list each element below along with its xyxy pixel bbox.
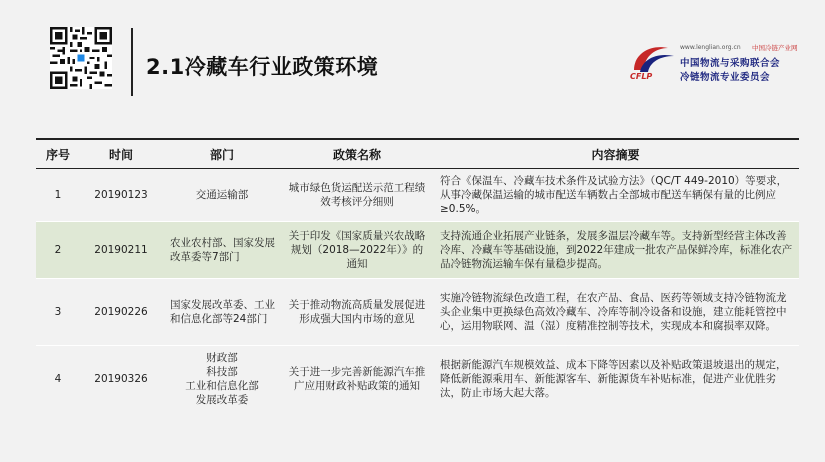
- logo-org-name: 中国物流与采购联合会: [680, 58, 781, 69]
- row-date: 20190211: [80, 222, 162, 279]
- dept-line: 工业和信息化部: [185, 380, 259, 392]
- row-date: 20190326: [80, 346, 162, 413]
- logo-tagline: 中国冷链产业网: [752, 44, 798, 52]
- table-row: [36, 346, 799, 413]
- row-dept: 交通运输部: [162, 169, 282, 222]
- row-policy-name: 城市绿色货运配送示范工程绩效考核评分细则: [282, 169, 432, 222]
- row-no: 1: [36, 169, 80, 222]
- row-no: 2: [36, 222, 80, 279]
- row-summary: 根据新能源汽车规模效益、成本下降等因素以及补贴政策退坡退出的规定，降低新能源乘用车、新能源客车、新能源货车补贴标准，促进产业优胜劣汰，防止市场大起大落。: [432, 346, 799, 413]
- row-policy-name: 关于印发《国家质量兴农战略规划（2018—2022年）》的通知: [282, 222, 432, 279]
- row-policy-name: 关于推动物流高质量发展促进形成强大国内市场的意见: [282, 279, 432, 346]
- table-row: [36, 169, 799, 222]
- dept-line: 发展改革委: [195, 394, 249, 406]
- table-header-row: [36, 139, 799, 169]
- header-divider: [131, 28, 133, 96]
- row-summary: 实施冷链物流绿色改造工程，在农产品、食品、医药等领域支持冷链物流龙头企业集中更换绿色高效冷藏车、冷库等制冷设备和设施，建立能耗管控中心，运用物联网、温（湿）度精准控制等技术，实现成本和腐损率双降。: [432, 279, 799, 346]
- row-dept: 国家发展改革委、工业和信息化部等24部门: [162, 279, 282, 346]
- dept-line: 科技部: [206, 366, 238, 378]
- header-summary: 内容摘要: [432, 139, 799, 169]
- row-summary: 支持流通企业拓展产业链条，发展多温层冷藏车等。支持新型经营主体改善冷库、冷藏车等基础设施，到2022年建成一批农产品保鲜冷库，标准化农产品冷链物流运输车保有量稳步提高。: [432, 222, 799, 279]
- row-date: 20190123: [80, 169, 162, 222]
- row-dept: 农业农村部、国家发展改革委等7部门: [162, 222, 282, 279]
- table-row: [36, 279, 799, 346]
- header-date: 时间: [80, 139, 162, 169]
- header-dept: 部门: [162, 139, 282, 169]
- row-no: 3: [36, 279, 80, 346]
- row-no: 4: [36, 346, 80, 413]
- qr-code-image: [50, 27, 112, 89]
- policy-table: [36, 138, 799, 412]
- page-title: 2.1冷藏车行业政策环境: [146, 55, 379, 79]
- row-policy-name: 关于进一步完善新能源汽车推广应用财政补贴政策的通知: [282, 346, 432, 413]
- logo-url: www.lenglian.org.cn: [680, 44, 741, 51]
- row-summary: 符合《保温车、冷藏车技术条件及试验方法》（QC/T 449-2010）等要求，从事冷藏保温运输的城市配送车辆数占全部城市配送车辆保有量的比例应≥0.5%。: [432, 169, 799, 222]
- row-date: 20190226: [80, 279, 162, 346]
- cflp-logo: [620, 30, 810, 92]
- table-row: [36, 222, 799, 279]
- logo-cflp-text: CFLP: [630, 72, 653, 81]
- row-dept: [162, 346, 282, 413]
- qr-center-logo: [77, 54, 84, 61]
- header-policy-name: 政策名称: [282, 139, 432, 169]
- dept-line: 财政部: [206, 352, 238, 364]
- logo-committee-name: 冷链物流专业委员会: [680, 72, 771, 83]
- header-no: 序号: [36, 139, 80, 169]
